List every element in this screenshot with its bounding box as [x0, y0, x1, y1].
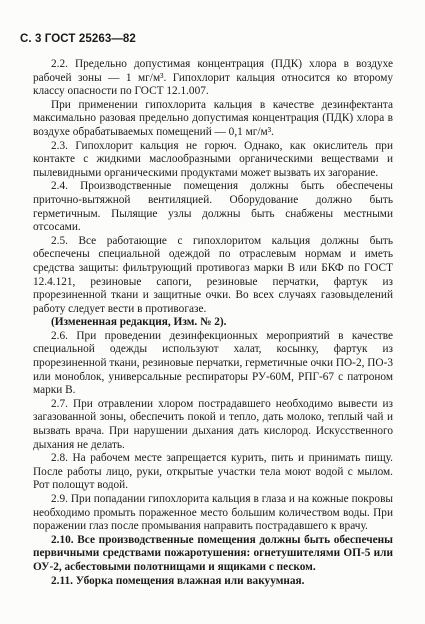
paragraph-2-9: 2.9. При попадании гипохлорита кальция в глаза и на кожные покровы необходимо промыть пораженное место большим количеством воды. При поражении глаз после промывания направить пострадавшего к врачу. — [33, 493, 393, 533]
paragraph-2-11: 2.11. Уборка помещения влажная или вакуумная. — [51, 574, 305, 587]
paragraph-2-5: 2.5. Все работающие с гипохлоритом кальция должны быть обеспечены специальной одеждой по отраслевым нормам и иметь средства защиты: фильтрующий противогаз марки В или БКФ по ГОСТ 12.4.121, резиновые сапоги, резиновые перчатки, фартук из прорезиненной ткани и защитные очки. Во всех случаях газовыделений работу следует вести в противогазе. — [33, 234, 393, 315]
paragraph-2-3: 2.3. Гипохлорит кальция не горюч. Однако, как окислитель при контакте с жидкими маслообразными органическими веществами и пылевидными органическими продуктами может вызвать их загорание. — [33, 139, 393, 179]
paragraph-2-4: 2.4. Производственные помещения должны быть обеспечены приточно-вытяжной вентиляцией. Оборудование должно быть герметичным. Пылящие узлы должны быть снабжены местными отсосами. — [33, 180, 393, 234]
paragraph-2-8: 2.8. На рабочем месте запрещается курить, пить и принимать пищу. После работы лицо, руки, открытые участки тела моют водой с мылом. Рот полощут водой. — [33, 452, 393, 492]
document-body — [33, 58, 393, 588]
amendment-note: (Измененная редакция, Изм. № 2). — [51, 316, 227, 329]
page-header: С. 3 ГОСТ 25263—82 — [20, 33, 136, 45]
paragraph-2-6: 2.6. При проведении дезинфекционных мероприятий в качестве специальной одежды используют халат, косынку, фартук из прорезиненной ткани, резиновые перчатки, герметичные очки ПО-2, ПО-3 или моноблок, универсальные респираторы РУ-60М, РПГ-67 с патроном марки В. — [33, 329, 393, 397]
paragraph-2-2-dezinfektant: При применении гипохлорита кальция в качестве дезинфектанта максимально разовая предельно допустимая концентрация (ПДК) хлора в воздухе обрабатываемых помещений — 0,1 мг/м³. — [33, 98, 393, 138]
paragraph-2-7: 2.7. При отравлении хлором пострадавшего необходимо вывести из загазованной зоны, обеспечить покой и тепло, дать молоко, теплый чай и вызвать врача. При нарушении дыхания дать кислород. Искусственного дыхания не делать. — [33, 397, 393, 451]
paragraph-2-2: 2.2. Предельно допустимая концентрация (ПДК) хлора в воздухе рабочей зоны — 1 мг/м³. Гипохлорит кальция относится ко второму классу опасности по ГОСТ 12.1.007. — [33, 58, 393, 98]
paragraph-2-10: 2.10. Все производственные помещения должны быть обеспечены первичными средствами пожаротушения: огнетушителями ОП-5 или ОУ-2, асбестовыми полотнищами и ящиками с песком. — [33, 533, 393, 573]
